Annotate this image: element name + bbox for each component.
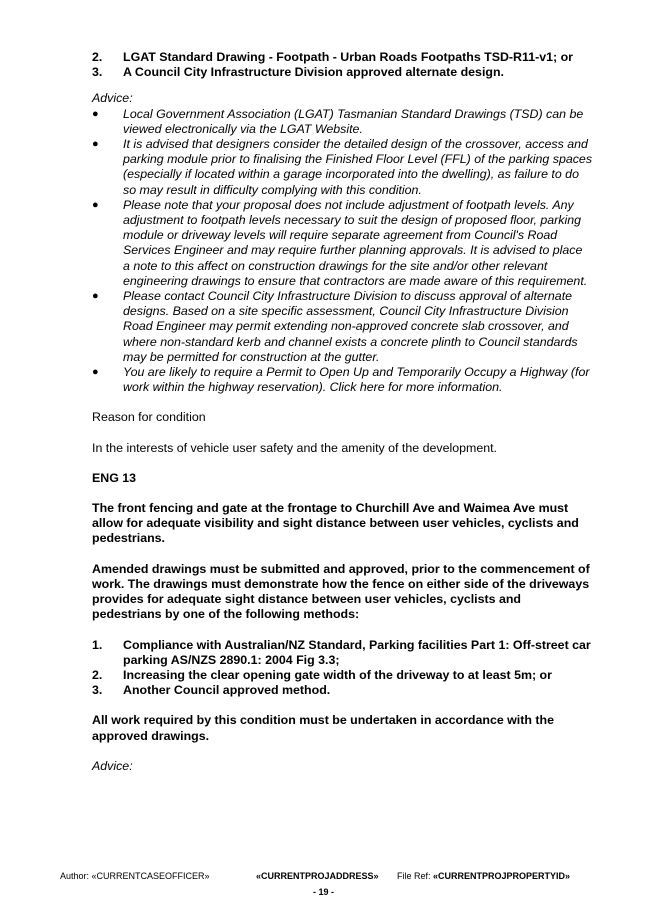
bullet-text: Please contact Council City Infrastructure Division to discuss approval of alternate designs. Based on a site specific assessment, Council City Infrastructure Division Road Engineer may permit extending non-approved concrete slab crossover, and where non-standard kerb and channel exists a concrete plinth to Council standards may be permitted for construction at the gutter. (123, 289, 578, 364)
list-item (92, 65, 592, 80)
condition-paragraph: All work required by this condition must be undertaken in accordance with the approved drawings. (92, 713, 554, 743)
bullet-icon: ● (92, 198, 99, 211)
bullet-text: Local Government Association (LGAT) Tasmanian Standard Drawings (TSD) can be viewed electronically via the LGAT Website. (123, 106, 584, 136)
bullet-text: You are likely to require a Permit to Open Up and Temporarily Occupy a Highway (for work within the highway reservation). Click here for more information. (123, 365, 590, 395)
bullet-icon: ● (92, 138, 99, 151)
advice-bullet-list (92, 107, 592, 396)
footer-ref-value: «CURRENTPROJPROPERTYID» (433, 871, 571, 881)
list-text: Increasing the clear opening gate width of the driveway to at least 5m; or (123, 667, 552, 682)
bullet-icon: ● (92, 366, 99, 379)
list-number: 3. (92, 65, 103, 80)
list-text: Compliance with Australian/NZ Standard, Parking facilities Part 1: Off-street car parking AS/NZS 2890.1: 2004 Fig 3.3; (123, 637, 591, 667)
list-text: Another Council approved method. (123, 683, 331, 698)
bullet-item (92, 137, 592, 198)
bullet-item (92, 107, 592, 137)
page-number: - 19 - (312, 887, 334, 897)
list-text: LGAT Standard Drawing - Footpath - Urban Roads Footpaths TSD-R11-v1; or (123, 50, 573, 64)
document-body (92, 50, 592, 774)
condition-paragraph: Amended drawings must be submitted and approved, prior to the commencement of work. The drawings must demonstrate how the fence on either side of the driveways provides for adequate sight distance between user vehicles, cyclists and pedestrians by one of the following methods: (92, 561, 590, 622)
reason-heading: Reason for condition (92, 410, 206, 425)
condition-paragraph: The front fencing and gate at the frontage to Churchill Ave and Waimea Ave must allow for adequate visibility and sight distance between user vehicles, cyclists and pedestrians. (92, 501, 579, 546)
list-text: A Council City Infrastructure Division approved alternate design. (123, 65, 504, 80)
advice-label: Advice: (92, 758, 133, 773)
list-number: 3. (92, 683, 103, 698)
bullet-text: Please note that your proposal does not include adjustment of footpath levels. Any adjustment to footpath levels necessary to suit the design of proposed floor, parking module or driveway levels will require separate agreement from Council's Road Services Engineer and may require further planning approvals. It is advised to place a note to this affect on construction drawings for the site and/or other relevant engineering drawings to ensure that contractors are made aware of this requirement. (123, 197, 588, 288)
list-item (92, 638, 592, 668)
list-item (92, 50, 592, 65)
bullet-item (92, 365, 592, 395)
methods-numbered-list (92, 638, 592, 699)
bullet-icon: ● (92, 107, 99, 120)
reason-text: In the interests of vehicle user safety and the amenity of the development. (92, 440, 497, 455)
list-number: 2. (92, 50, 103, 64)
top-numbered-list (92, 50, 592, 80)
bullet-icon: ● (92, 290, 99, 303)
list-item (92, 683, 592, 698)
footer-author: Author: «CURRENTCASEOFFICER» (60, 871, 210, 881)
bullet-item (92, 289, 592, 365)
advice-label: Advice: (92, 91, 133, 106)
footer-ref-label: File Ref: (397, 871, 431, 881)
list-number: 1. (92, 637, 103, 652)
condition-heading: ENG 13 (92, 470, 137, 485)
list-number: 2. (92, 667, 103, 682)
list-item (92, 668, 592, 683)
bullet-item (92, 198, 592, 289)
footer-file-ref (397, 870, 570, 882)
bullet-text: It is advised that designers consider the detailed design of the crossover, access and parking module prior to finalising the Finished Floor Level (FFL) of the parking spaces (especially if located within a garage incorporated into the dwelling), as failure to do so may result in difficulty complying with this condition. (123, 137, 593, 197)
footer-address: «CURRENTPROJADDRESS» (256, 871, 379, 881)
